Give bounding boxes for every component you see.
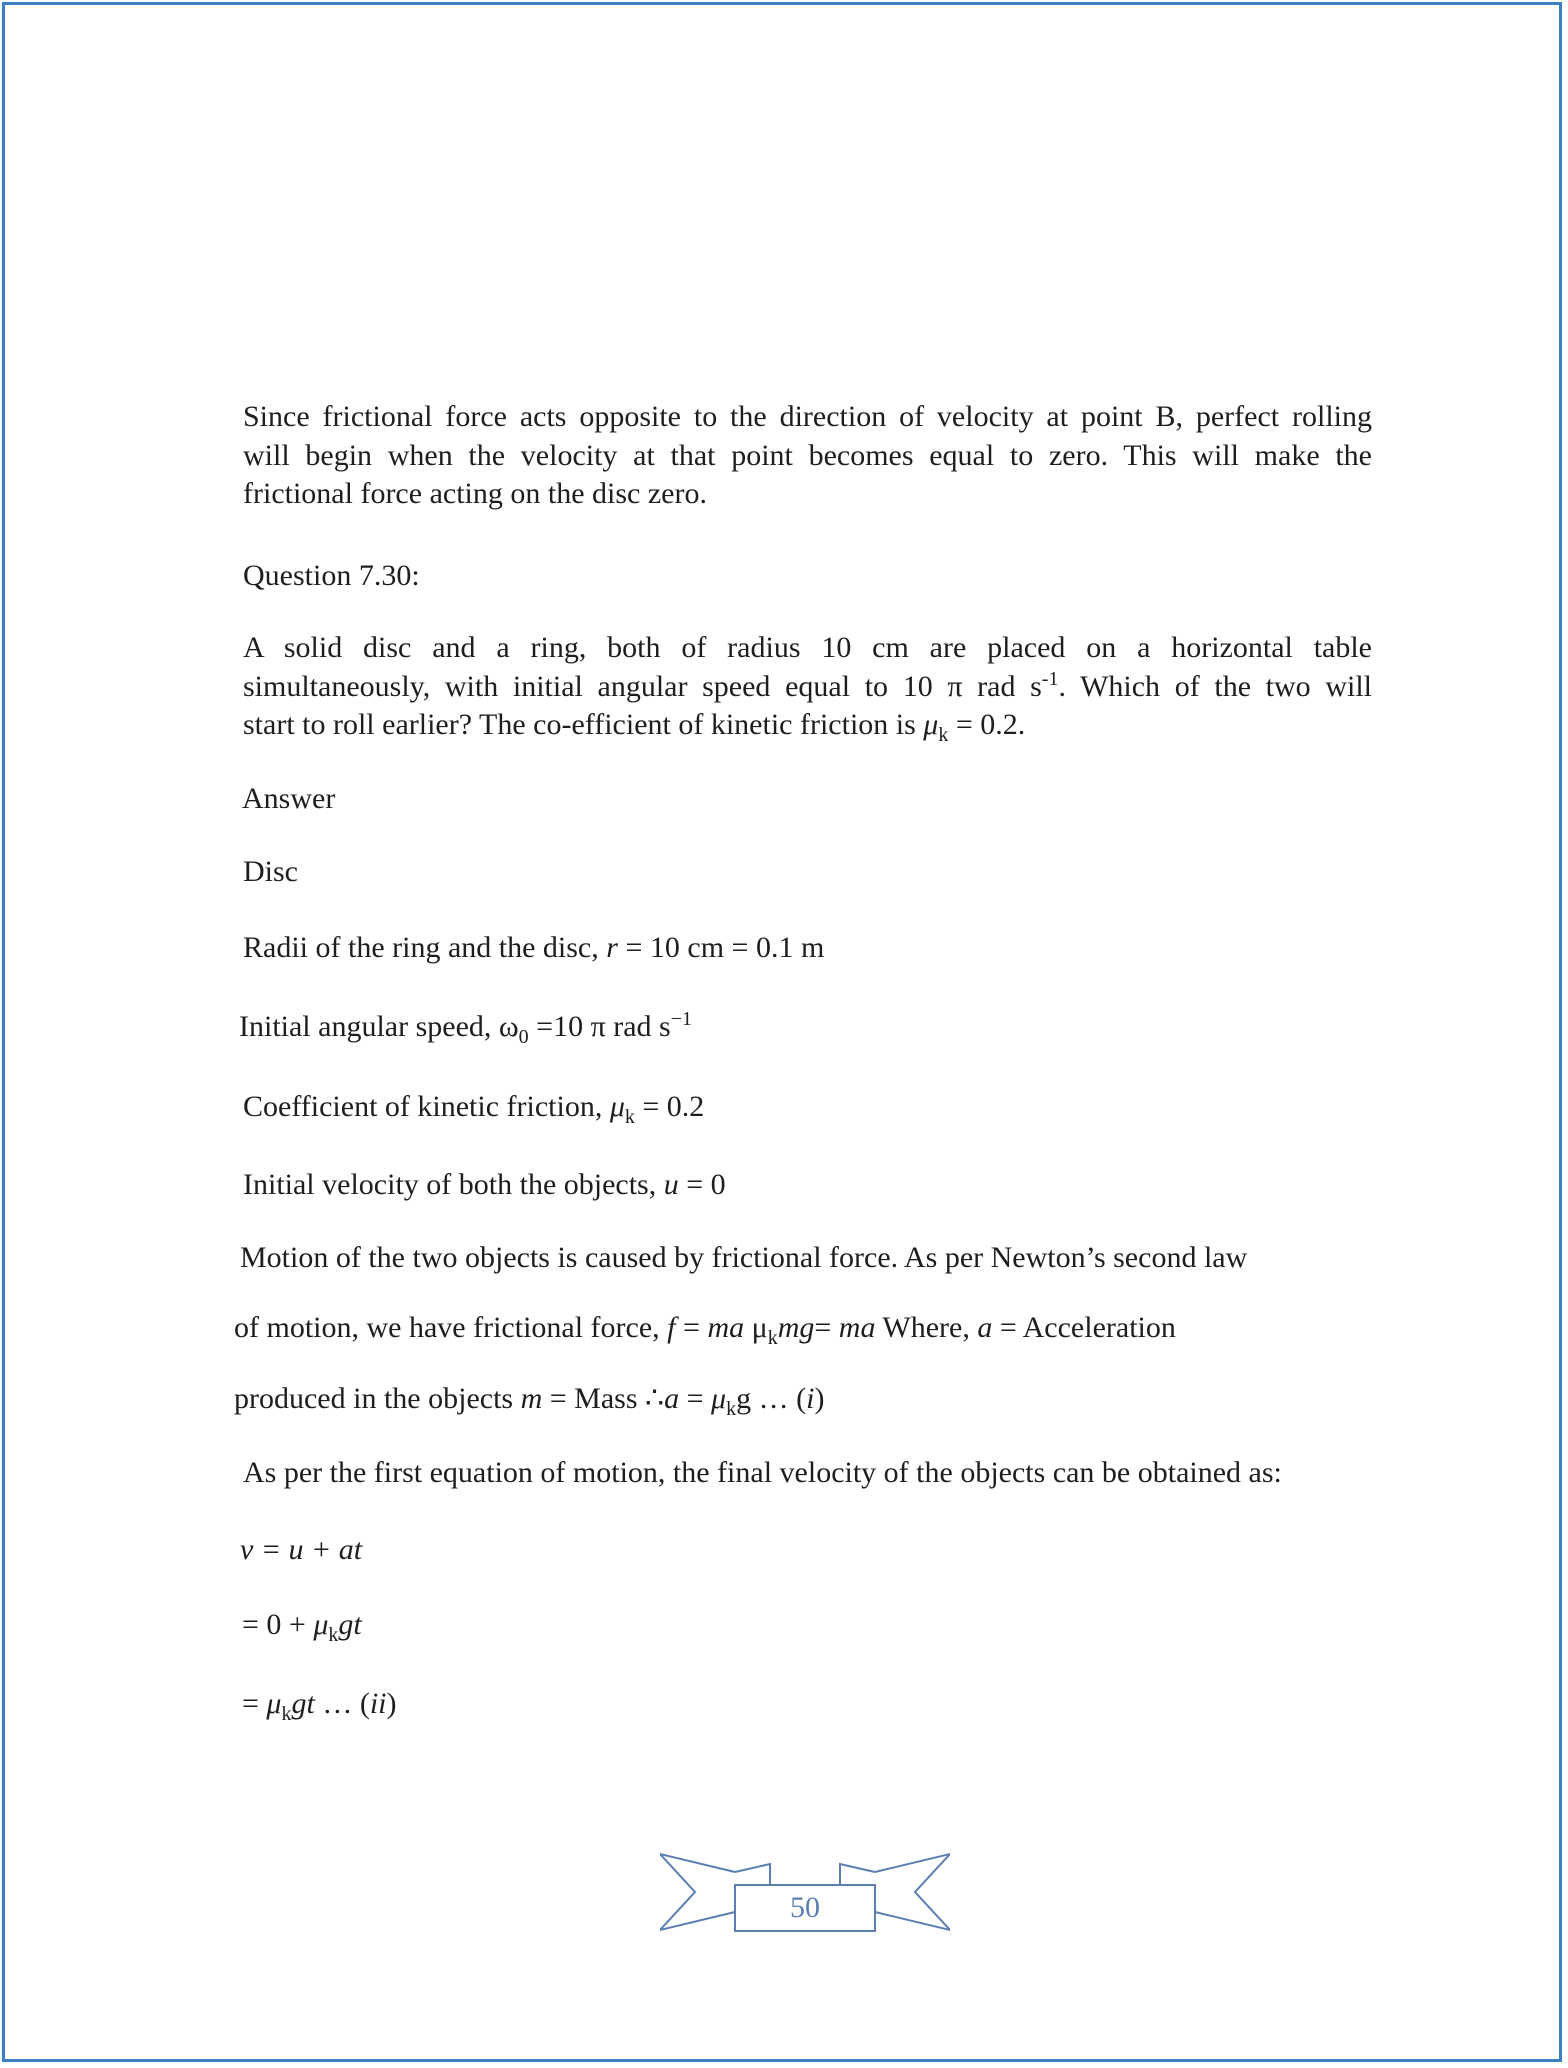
answer-label: Answer: [242, 782, 336, 815]
paragraph-line: frictional force acting on the disc zero.: [243, 477, 707, 510]
question-line: simultaneously, with initial angular speed equal to 10 π rad $s^{-1}$. Which of the two will: [243, 667, 1372, 703]
ribbon-right-tail: [875, 1854, 950, 1930]
equation-1: v = u + at: [240, 1533, 363, 1566]
question-line: A solid disc and a ring, both of radius 10 cm are placed on a horizontal table: [243, 631, 1372, 664]
given-angular-speed: Initial angular speed, $\omega_0 =10$ π rad $s^{-1}$: [239, 1008, 692, 1048]
answer-value: Disc: [243, 855, 298, 888]
equation-3: = $\mu_kgt$ … (ii): [242, 1687, 397, 1725]
page-number: 50: [790, 1891, 820, 1924]
paragraph-rolling: [243, 398, 1372, 514]
page-border: [2, 2, 1562, 2062]
question-text: [243, 629, 1372, 745]
given-initial-velocity: Initial velocity of both the objects, u = 0: [243, 1168, 726, 1201]
question-line: start to roll earlier? The co-efficient of kinetic friction is $\mu_k = 0.2$.: [243, 708, 1026, 746]
motion-line-3: produced in the objects m = Mass ∴a = $\mu_kg$ … (i): [234, 1382, 825, 1420]
ribbon-left-tail: [660, 1854, 735, 1930]
given-friction-coefficient: Coefficient of kinetic friction, $\mu_k = 0.2$: [243, 1090, 705, 1128]
paragraph-line: will begin when the velocity at that point becomes equal to zero. This will make the: [243, 438, 1372, 472]
question-heading: Question 7.30:: [243, 559, 420, 592]
given-radii: Radii of the ring and the disc, r = 10 cm = 0.1 m: [243, 931, 825, 964]
ribbon-right-fold: [840, 1864, 875, 1885]
motion-line-2: of motion, we have frictional force, f = ma $\mu_kmg=$ ma Where, a = Acceleration: [234, 1311, 1176, 1349]
equation-2: = $0 + \mu_kgt$: [242, 1608, 362, 1646]
equation-intro: As per the first equation of motion, the final velocity of the objects can be obtained as:: [243, 1456, 1282, 1489]
ribbon-left-fold: [735, 1864, 770, 1885]
paragraph-line: Since frictional force acts opposite to the direction of velocity at point B, perfect rolling: [243, 400, 1372, 433]
motion-line-1: Motion of the two objects is caused by frictional force. As per Newton’s second law: [240, 1241, 1248, 1274]
